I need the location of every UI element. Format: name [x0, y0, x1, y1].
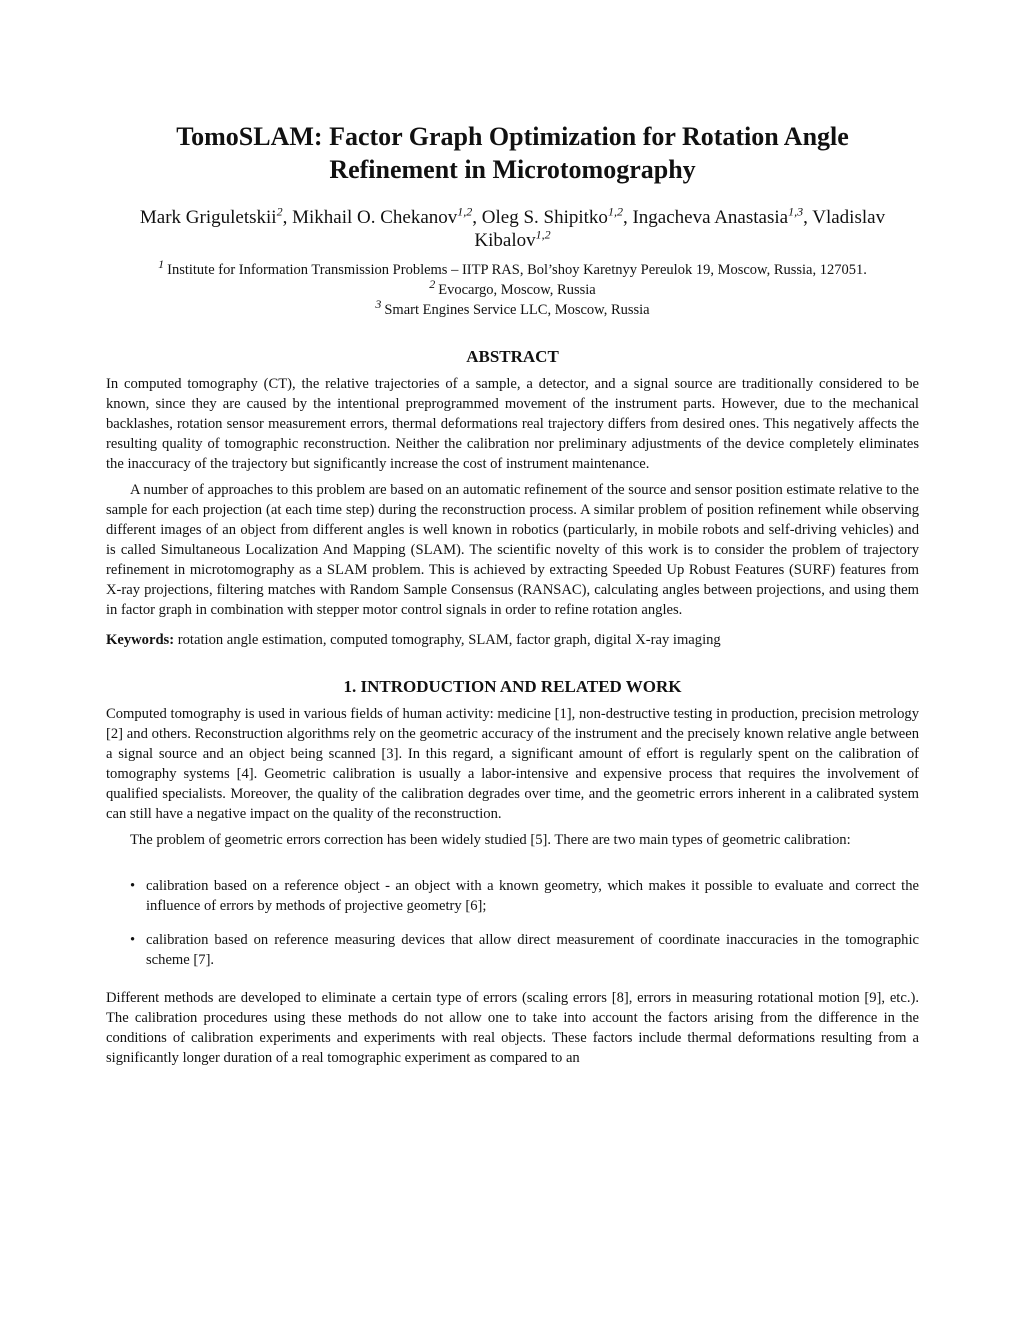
bullet-icon: •: [130, 878, 136, 894]
calibration-types-list: [106, 876, 919, 970]
keywords-label: Keywords:: [106, 632, 175, 648]
list-item-text: calibration based on reference measuring devices that allow direct measurement of coordinate inaccuracies in the tomographic scheme [7].: [146, 932, 919, 968]
paper-title: [106, 120, 919, 186]
author-affil-sup: 1,3: [788, 204, 804, 219]
author-affil-sup: 1,2: [535, 227, 551, 242]
affiliation-text: Smart Engines Service LLC, Moscow, Russia: [384, 302, 650, 318]
title-line-2: Refinement in Microtomography: [329, 155, 696, 184]
list-item-text: calibration based on a reference object - an object with a known geometry, which makes it possible to evaluate and correct the influence of errors by methods of projective geometry [6];: [146, 878, 919, 914]
author-name: Ingacheva Anastasia: [632, 207, 789, 228]
author-name: Vladislav Kibalov: [474, 207, 886, 251]
author-name: Mark Griguletskii: [139, 207, 277, 228]
keywords-text: rotation angle estimation, computed tomography, SLAM, factor graph, digital X-ray imaging: [177, 632, 721, 648]
affiliation-sup: 1: [158, 257, 165, 272]
affiliation-text: Institute for Information Transmission Problems – IITP RAS, Bol’shoy Karetnyy Pereulok 19, Moscow, Russia, 127051.: [167, 262, 867, 278]
author-list: Mark Griguletskii$^2$, Mikhail O. Chekanov$^{1,2}$, Oleg S. Shipitko$^{1,2}$, Ingacheva Anastasia$^{1,3}$, Vladislav Kibalov$^{1,2}$: [139, 204, 886, 251]
list-item: [106, 876, 919, 916]
intro-paragraph-2: The problem of geometric errors correction has been widely studied [5]. There are two main types of geometric calibration:: [130, 832, 851, 848]
abstract-paragraph-1: In computed tomography (CT), the relative trajectories of a sample, a detector, and a signal source are traditionally considered to be known, since they are caused by the intentional preprogrammed movement of the instrument parts. However, due to the mechanical backlashes, rotation sensor measurement errors, thermal deformations real trajectory differs from desired ones. This negatively affects the resulting quality of tomographic reconstruction. Neither the calibration nor preliminary adjustments of the device completely eliminates the inaccuracy of the trajectory but significantly increase the cost of instrument maintenance.: [106, 376, 919, 472]
affiliation: [106, 297, 919, 320]
affiliation-sup: 3: [375, 297, 382, 312]
affiliation-text: Evocargo, Moscow, Russia: [438, 282, 596, 298]
author-affil-sup: 1,2: [607, 204, 623, 219]
affiliation: [106, 277, 919, 300]
section-heading-introduction: 1. INTRODUCTION AND RELATED WORK: [343, 677, 682, 696]
author-affil-sup: 2: [276, 204, 283, 219]
intro-paragraph-3: Different methods are developed to eliminate a certain type of errors (scaling errors [8], errors in measuring rotational motion [9], etc.). The calibration procedures using these methods do not allow one to take into account the factors arising from the difference in the conditions of calibration experiments and experiments with real objects. These factors include thermal deformations resulting from a significantly longer duration of a real tomographic experiment as compared to an: [106, 990, 919, 1066]
title-line-1: TomoSLAM: Factor Graph Optimization for Rotation Angle: [176, 122, 849, 151]
paper-page: [106, 120, 919, 1068]
author-name: Oleg S. Shipitko: [481, 207, 608, 228]
abstract-paragraph-2: A number of approaches to this problem are based on an automatic refinement of the source and sensor position estimate relative to the sample for each projection (at each time step) during the reconstruction process. A similar problem of position refinement while observing different images of an object from different angles is well known in robotics (particularly, in mobile robots and self-driving vehicles) and is called Simultaneous Localization And Mapping (SLAM). The scientific novelty of this work is to consider the problem of trajectory refinement in microtomography as a SLAM problem. This is achieved by extracting Speeded Up Robust Features (SURF) features from X-ray projections, filtering matches with Random Sample Consensus (RANSAC), calculating angles between projections, and using them in factor graph in combination with stepper motor control signals in order to refine rotation angles.: [106, 482, 919, 618]
affiliation-sup: 2: [429, 277, 436, 292]
affiliation-list: [106, 257, 919, 320]
bullet-icon: •: [130, 932, 136, 948]
list-item: [106, 930, 919, 970]
intro-paragraph-1: Computed tomography is used in various fields of human activity: medicine [1], non-destructive testing in production, precision metrology [2] and others. Reconstruction algorithms rely on the geometric accuracy of the instrument and the precisely known relative angle between a signal source and an object being scanned [3]. In this regard, a significant amount of effort is regularly spent on the calibration of tomography systems [4]. Geometric calibration is usually a labor-intensive and expensive process that requires the involvement of qualified specialists. Moreover, the quality of the calibration degrades over time, and the geometric errors inherent in a calibrated system can still have a negative impact on the quality of the reconstruction.: [106, 706, 919, 822]
author-affil-sup: 1,2: [457, 204, 473, 219]
affiliation: [106, 257, 919, 280]
keywords: [106, 630, 919, 650]
author-name: Mikhail O. Chekanov: [292, 207, 458, 228]
abstract-heading: ABSTRACT: [466, 347, 559, 366]
